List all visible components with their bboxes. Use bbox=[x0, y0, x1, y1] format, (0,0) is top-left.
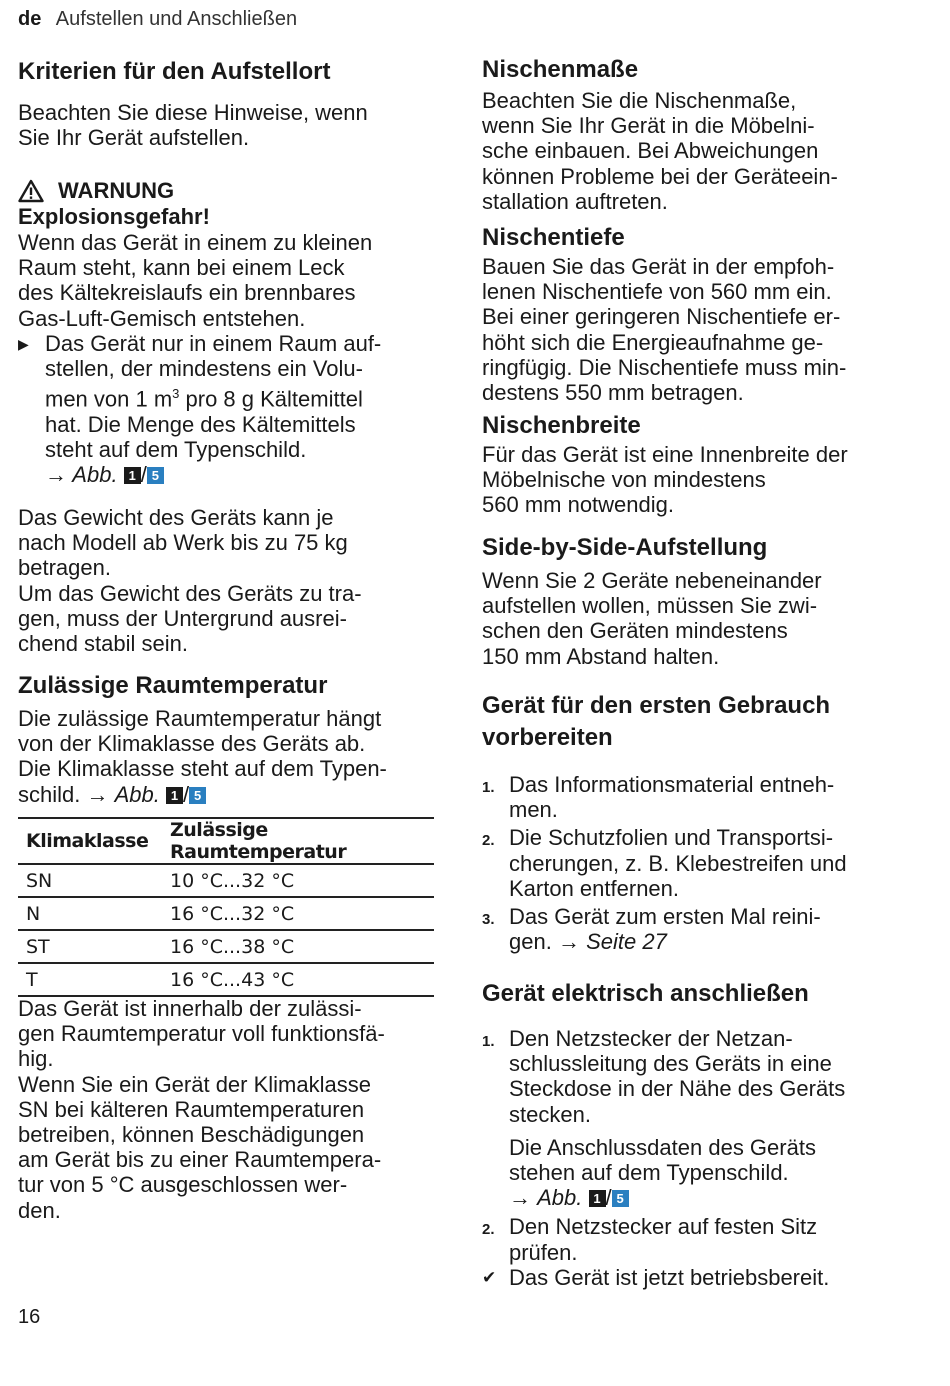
figure-label: Abb. bbox=[72, 462, 118, 488]
depth-line: Bauen Sie das Gerät in der empfoh- bbox=[482, 254, 835, 279]
after-table-line: am Gerät bis zu einer Raumtempera- bbox=[18, 1147, 382, 1173]
figure-box-5: 5 bbox=[147, 467, 164, 484]
width-line: Möbelnische von mindestens bbox=[482, 467, 766, 493]
page-header bbox=[18, 8, 297, 31]
temp-last-word: schild. bbox=[18, 781, 81, 807]
volume-text: men von 1 m bbox=[45, 386, 173, 412]
electrical-steps bbox=[482, 1026, 912, 1265]
volume-superscript: 3 bbox=[172, 386, 180, 402]
table-row bbox=[18, 930, 434, 963]
warning-line: Wenn das Gerät in einem zu kleinen bbox=[18, 230, 373, 255]
step-number: 3. bbox=[482, 911, 495, 929]
sbs-line: 150 mm Abstand halten. bbox=[482, 643, 720, 669]
after-table-line: Wenn Sie ein Gerät der Klimaklasse bbox=[18, 1071, 371, 1097]
instruction-line: Das Gerät nur in einem Raum auf- bbox=[45, 330, 382, 356]
step-line: Das Gerät zum ersten Mal reini- bbox=[509, 904, 821, 930]
table-row bbox=[18, 897, 434, 930]
list-item bbox=[482, 1026, 912, 1210]
room-temperature-section bbox=[18, 670, 438, 807]
instruction-line: steht auf dem Typenschild. bbox=[45, 436, 307, 462]
step-line-end: gen. bbox=[509, 929, 552, 955]
sbs-line: aufstellen wollen, müssen Sie zwi- bbox=[482, 593, 818, 619]
temp-line: Die Klimaklasse steht auf dem Typen- bbox=[18, 756, 387, 782]
figure-box-5: 5 bbox=[612, 1190, 629, 1207]
criteria-line: Sie Ihr Gerät aufstellen. bbox=[18, 125, 250, 151]
side-by-side-section bbox=[482, 532, 912, 669]
niche-heading: Nischenmaße bbox=[482, 56, 639, 83]
warning-line: Raum steht, kann bei einem Leck bbox=[18, 255, 345, 281]
table-cell: ST bbox=[18, 930, 162, 963]
niche-line: stallation auftreten. bbox=[482, 188, 668, 214]
after-table-line: gen Raumtemperatur voll funktionsfä- bbox=[18, 1021, 385, 1047]
volume-text-rest: pro 8 g Kältemittel bbox=[179, 386, 363, 412]
step-line: Das Informationsmaterial entneh- bbox=[509, 772, 835, 797]
niche-line: wenn Sie Ihr Gerät in die Möbelni- bbox=[482, 113, 815, 139]
table-cell: SN bbox=[18, 864, 162, 897]
electrical-section bbox=[482, 978, 912, 1290]
page-reference-link[interactable]: Seite 27 bbox=[586, 929, 667, 955]
triangle-bullet-icon: ▶ bbox=[18, 335, 29, 352]
step-line: Die Schutzfolien und Transportsi- bbox=[509, 825, 834, 851]
checkmark-icon: ✔ bbox=[482, 1267, 497, 1287]
prepare-heading-line: Gerät für den ersten Gebrauch bbox=[482, 692, 831, 719]
niche-line: Beachten Sie die Nischenmaße, bbox=[482, 88, 797, 113]
table-cell: 16 °C...43 °C bbox=[162, 963, 434, 996]
weight-line: Das Gewicht des Geräts kann je bbox=[18, 505, 334, 530]
step-line: stecken. bbox=[509, 1101, 591, 1127]
after-table-line: SN bei kälteren Raumtemperaturen bbox=[18, 1096, 365, 1122]
criteria-heading: Kriterien für den Aufstellort bbox=[18, 58, 331, 85]
temp-line: von der Klimaklasse des Geräts ab. bbox=[18, 731, 366, 757]
prepare-heading-line: vorbereiten bbox=[482, 724, 613, 751]
step-number: 1. bbox=[482, 1033, 495, 1050]
niche-depth-heading: Nischentiefe bbox=[482, 224, 625, 251]
figure-reference bbox=[45, 462, 381, 487]
table-header-row bbox=[18, 818, 434, 864]
figure-label: Abb. bbox=[537, 1185, 583, 1211]
sbs-line: Wenn Sie 2 Geräte nebeneinander bbox=[482, 568, 822, 593]
step-number: 2. bbox=[482, 832, 495, 850]
note-line: stehen auf dem Typenschild. bbox=[509, 1160, 789, 1186]
depth-line: lenen Nischentiefe von 560 mm ein. bbox=[482, 279, 832, 305]
list-item bbox=[482, 772, 912, 822]
after-table-paragraph bbox=[18, 996, 438, 1223]
step-line bbox=[509, 929, 821, 954]
warning-line: des Kältekreislaufs ein brennbares bbox=[18, 280, 356, 306]
figure-label: Abb. bbox=[114, 781, 160, 807]
depth-line: Bei einer geringeren Nischentiefe er- bbox=[482, 304, 841, 330]
figure-reference bbox=[509, 1185, 845, 1210]
slash: / bbox=[605, 1185, 612, 1211]
step-number: 1. bbox=[482, 779, 495, 796]
figure-box-5: 5 bbox=[189, 787, 206, 804]
warning-title: Explosionsgefahr! bbox=[18, 204, 210, 229]
arrow-icon: → bbox=[509, 1185, 531, 1211]
niche-width-heading: Nischenbreite bbox=[482, 412, 641, 439]
sbs-line: schen den Geräten mindestens bbox=[482, 618, 788, 644]
weight-line: chend stabil sein. bbox=[18, 631, 188, 657]
warning-line: Gas-Luft-Gemisch entstehen. bbox=[18, 305, 306, 331]
instruction-line: hat. Die Menge des Kältemittels bbox=[45, 411, 356, 437]
warning-box bbox=[18, 178, 438, 487]
step-line: cherungen, z. B. Klebestreifen und bbox=[509, 850, 847, 876]
result-text: Das Gerät ist jetzt betriebsbereit. bbox=[509, 1264, 830, 1290]
arrow-icon: → bbox=[86, 781, 109, 807]
step-line: Karton entfernen. bbox=[509, 875, 680, 901]
step-line: prüfen. bbox=[509, 1239, 578, 1265]
criteria-line: Beachten Sie diese Hinweise, wenn bbox=[18, 100, 368, 125]
table-cell: 10 °C...32 °C bbox=[162, 864, 434, 897]
climate-class-table bbox=[18, 817, 434, 997]
figure-box-1: 1 bbox=[124, 467, 141, 484]
list-item bbox=[482, 904, 912, 954]
table-cell: T bbox=[18, 963, 162, 996]
step-line: schlussleitung des Geräts in eine bbox=[509, 1051, 832, 1077]
weight-line: gen, muss der Untergrund ausrei- bbox=[18, 605, 347, 631]
niche-line: sche einbauen. Bei Abweichungen bbox=[482, 138, 819, 164]
warning-triangle-icon bbox=[18, 179, 44, 203]
step-number: 2. bbox=[482, 1221, 495, 1239]
column-header: Zulässige Raumtemperatur bbox=[162, 818, 434, 864]
figure-box-1: 1 bbox=[589, 1190, 606, 1207]
warning-header bbox=[18, 178, 438, 204]
after-table-line: tur von 5 °C ausgeschlossen wer- bbox=[18, 1172, 348, 1198]
instruction-line: stellen, der mindestens ein Volu- bbox=[45, 356, 363, 382]
after-table-line: den. bbox=[18, 1197, 61, 1223]
slash: / bbox=[183, 781, 190, 807]
weight-line: betragen. bbox=[18, 555, 111, 581]
weight-line: nach Modell ab Werk bis zu 75 kg bbox=[18, 530, 348, 556]
arrow-icon: → bbox=[45, 462, 67, 488]
depth-line: ringfügig. Die Nischentiefe muss min- bbox=[482, 354, 847, 380]
niche-section bbox=[482, 54, 912, 214]
climate-class-table-wrap bbox=[18, 817, 438, 997]
page-number: 16 bbox=[18, 1306, 41, 1328]
prepare-section bbox=[482, 690, 912, 954]
niche-depth-section bbox=[482, 222, 912, 405]
room-temperature-heading: Zulässige Raumtemperatur bbox=[18, 672, 328, 699]
depth-line: höht sich die Energieaufnahme ge- bbox=[482, 329, 824, 355]
after-table-line: betreiben, können Beschädigungen bbox=[18, 1122, 365, 1148]
list-item bbox=[482, 1214, 912, 1264]
temp-line: Die zulässige Raumtemperatur hängt bbox=[18, 706, 382, 731]
column-header: Klimaklasse bbox=[18, 818, 162, 864]
width-line: Für das Gerät ist eine Innenbreite der bbox=[482, 442, 848, 467]
niche-width-section bbox=[482, 410, 912, 518]
step-line: Steckdose in der Nähe des Geräts bbox=[509, 1076, 846, 1102]
width-line: 560 mm notwendig. bbox=[482, 492, 674, 518]
electrical-heading: Gerät elektrisch anschließen bbox=[482, 980, 809, 1007]
result-line bbox=[482, 1265, 912, 1290]
section-title: Aufstellen und Anschließen bbox=[55, 8, 298, 30]
temp-line bbox=[18, 782, 438, 807]
warning-instruction bbox=[18, 331, 438, 488]
step-line: Den Netzstecker auf festen Sitz bbox=[509, 1214, 818, 1240]
note-line: Die Anschlussdaten des Geräts bbox=[509, 1134, 816, 1160]
language-code: de bbox=[18, 8, 42, 30]
arrow-icon: → bbox=[557, 929, 580, 955]
prepare-heading bbox=[482, 690, 912, 754]
weight-line: Um das Gewicht des Geräts zu tra- bbox=[18, 580, 362, 606]
instruction-line bbox=[45, 381, 381, 412]
step-line: men. bbox=[509, 797, 558, 823]
depth-line: destens 550 mm betragen. bbox=[482, 380, 744, 406]
warning-label: WARNUNG bbox=[58, 178, 175, 203]
figure-box-1: 1 bbox=[166, 787, 183, 804]
table-cell: N bbox=[18, 897, 162, 930]
after-table-line: Das Gerät ist innerhalb der zulässi- bbox=[18, 996, 362, 1021]
table-cell: 16 °C...32 °C bbox=[162, 897, 434, 930]
criteria-section bbox=[18, 56, 438, 150]
step-line: Den Netzstecker der Netzan- bbox=[509, 1026, 793, 1051]
side-by-side-heading: Side-by-Side-Aufstellung bbox=[482, 534, 768, 561]
slash: / bbox=[140, 462, 147, 488]
after-table-line: hig. bbox=[18, 1046, 54, 1072]
niche-line: können Probleme bei der Geräteein- bbox=[482, 163, 838, 189]
table-row bbox=[18, 963, 434, 996]
list-item bbox=[482, 825, 912, 901]
prepare-steps bbox=[482, 772, 912, 954]
table-cell: 16 °C...38 °C bbox=[162, 930, 434, 963]
table-row bbox=[18, 864, 434, 897]
weight-paragraph bbox=[18, 505, 438, 656]
